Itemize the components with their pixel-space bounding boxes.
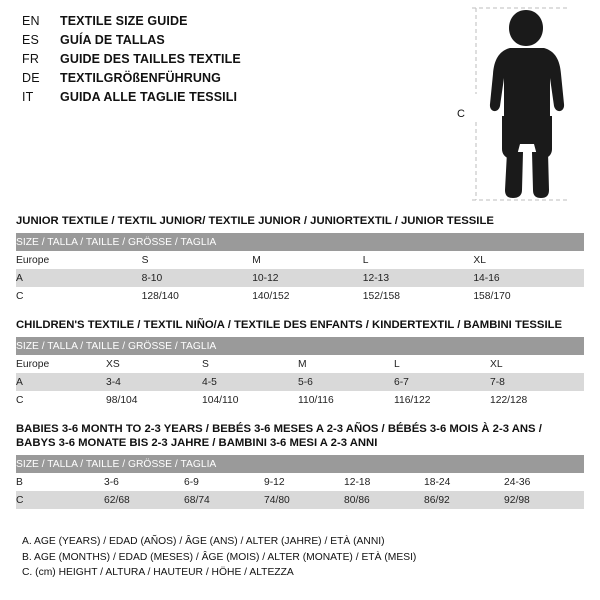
- cell: S: [142, 251, 253, 269]
- size-table-babies: [16, 455, 584, 509]
- cell: 158/170: [473, 287, 584, 305]
- footnote-age-years: A. AGE (YEARS) / EDAD (AÑOS) / ÂGE (ANS) / ALTER (JAHRE) / ETÀ (ANNI): [22, 536, 385, 547]
- legend-code: FR: [22, 52, 40, 66]
- legend-row: [22, 90, 442, 109]
- table-row: [16, 391, 584, 409]
- legend-text: GUÍA DE TALLAS: [60, 33, 165, 47]
- cell: XS: [106, 355, 202, 373]
- table-header-row: [16, 455, 584, 473]
- cell: 68/74: [184, 491, 264, 509]
- row-label: Europe: [16, 251, 142, 269]
- cell: XL: [490, 355, 584, 373]
- legend-row: [22, 14, 442, 33]
- table-header-label: SIZE / TALLA / TAILLE / GRÖSSE / TAGLIA: [16, 337, 584, 355]
- cell: XL: [473, 251, 584, 269]
- cell: L: [394, 355, 490, 373]
- cell: M: [252, 251, 363, 269]
- cell: 152/158: [363, 287, 474, 305]
- cell: 62/68: [104, 491, 184, 509]
- measurement-label-c: C: [457, 108, 465, 120]
- cell: 8-10: [142, 269, 253, 287]
- cell: 98/104: [106, 391, 202, 409]
- cell: 3-6: [104, 473, 184, 491]
- table-row: [16, 251, 584, 269]
- section-title: JUNIOR TEXTILE / TEXTIL JUNIOR/ TEXTILE JUNIOR / JUNIORTEXTIL / JUNIOR TESSILE: [16, 215, 494, 227]
- section-childrens-textile: [16, 318, 584, 409]
- cell: 128/140: [142, 287, 253, 305]
- section-title: BABIES 3-6 MONTH TO 2-3 YEARS / BEBÉS 3-6 MESES A 2-3 AÑOS / BÉBÉS 3-6 MOIS À 2-3 ANS / BABYS 3-6 MONATE BIS 2-3 JAHRE / BAMBINI 3-6 MESI A 2-3 ANNI: [16, 423, 542, 449]
- table-header-row: [16, 233, 584, 251]
- cell: L: [363, 251, 474, 269]
- row-label: A: [16, 269, 142, 287]
- row-label: C: [16, 491, 104, 509]
- cell: 9-12: [264, 473, 344, 491]
- row-label: C: [16, 287, 142, 305]
- footnote-age-months: B. AGE (MONTHS) / EDAD (MESES) / ÂGE (MOIS) / ALTER (MONATE) / ETÀ (MESI): [22, 551, 417, 563]
- table-row: [16, 269, 584, 287]
- cell: S: [202, 355, 298, 373]
- table-row: [16, 373, 584, 391]
- legend-row: [22, 71, 442, 90]
- child-silhouette-icon: [450, 4, 590, 204]
- legend-text: TEXTILGRÖßENFÜHRUNG: [60, 71, 221, 85]
- cell: 10-12: [252, 269, 363, 287]
- cell: 12-13: [363, 269, 474, 287]
- cell: 3-4: [106, 373, 202, 391]
- legend-code: IT: [22, 90, 34, 104]
- section-junior-textile: [16, 214, 584, 305]
- legend-row: [22, 52, 442, 71]
- legend-code: DE: [22, 71, 40, 85]
- cell: 116/122: [394, 391, 490, 409]
- table-header-label: SIZE / TALLA / TAILLE / GRÖSSE / TAGLIA: [16, 455, 584, 473]
- footnote-height: C. (cm) HEIGHT / ALTURA / HAUTEUR / HÖHE / ALTEZZA: [22, 567, 294, 578]
- row-label: Europe: [16, 355, 106, 373]
- legend-text: TEXTILE SIZE GUIDE: [60, 14, 188, 28]
- cell: 74/80: [264, 491, 344, 509]
- cell: 104/110: [202, 391, 298, 409]
- cell: 14-16: [473, 269, 584, 287]
- size-table-children: [16, 337, 584, 409]
- cell: 110/116: [298, 391, 394, 409]
- cell: 12-18: [344, 473, 424, 491]
- cell: 24-36: [504, 473, 584, 491]
- cell: M: [298, 355, 394, 373]
- table-row: [16, 355, 584, 373]
- cell: 18-24: [424, 473, 504, 491]
- table-row: [16, 473, 584, 491]
- legend-text: GUIDE DES TAILLES TEXTILE: [60, 52, 241, 66]
- cell: 80/86: [344, 491, 424, 509]
- cell: 122/128: [490, 391, 584, 409]
- cell: 7-8: [490, 373, 584, 391]
- section-title: CHILDREN'S TEXTILE / TEXTIL NIÑO/A / TEXTILE DES ENFANTS / KINDERTEXTIL / BAMBINI TESSILE: [16, 319, 563, 331]
- legend-code: ES: [22, 33, 40, 47]
- cell: 86/92: [424, 491, 504, 509]
- table-header-label: SIZE / TALLA / TAILLE / GRÖSSE / TAGLIA: [16, 233, 584, 251]
- section-babies-textile: [16, 422, 584, 509]
- table-row: [16, 491, 584, 509]
- cell: 6-9: [184, 473, 264, 491]
- row-label: B: [16, 473, 104, 491]
- table-row: [16, 287, 584, 305]
- language-legend: [22, 14, 442, 109]
- legend-code: EN: [22, 14, 40, 28]
- cell: 92/98: [504, 491, 584, 509]
- row-label: A: [16, 373, 106, 391]
- row-label: C: [16, 391, 106, 409]
- legend-text: GUIDA ALLE TAGLIE TESSILI: [60, 90, 238, 104]
- size-table-junior: [16, 233, 584, 305]
- table-header-row: [16, 337, 584, 355]
- cell: 140/152: [252, 287, 363, 305]
- child-silhouette-figure: [450, 4, 590, 204]
- cell: 5-6: [298, 373, 394, 391]
- footnotes: [22, 534, 562, 581]
- cell: 4-5: [202, 373, 298, 391]
- cell: 6-7: [394, 373, 490, 391]
- legend-row: [22, 33, 442, 52]
